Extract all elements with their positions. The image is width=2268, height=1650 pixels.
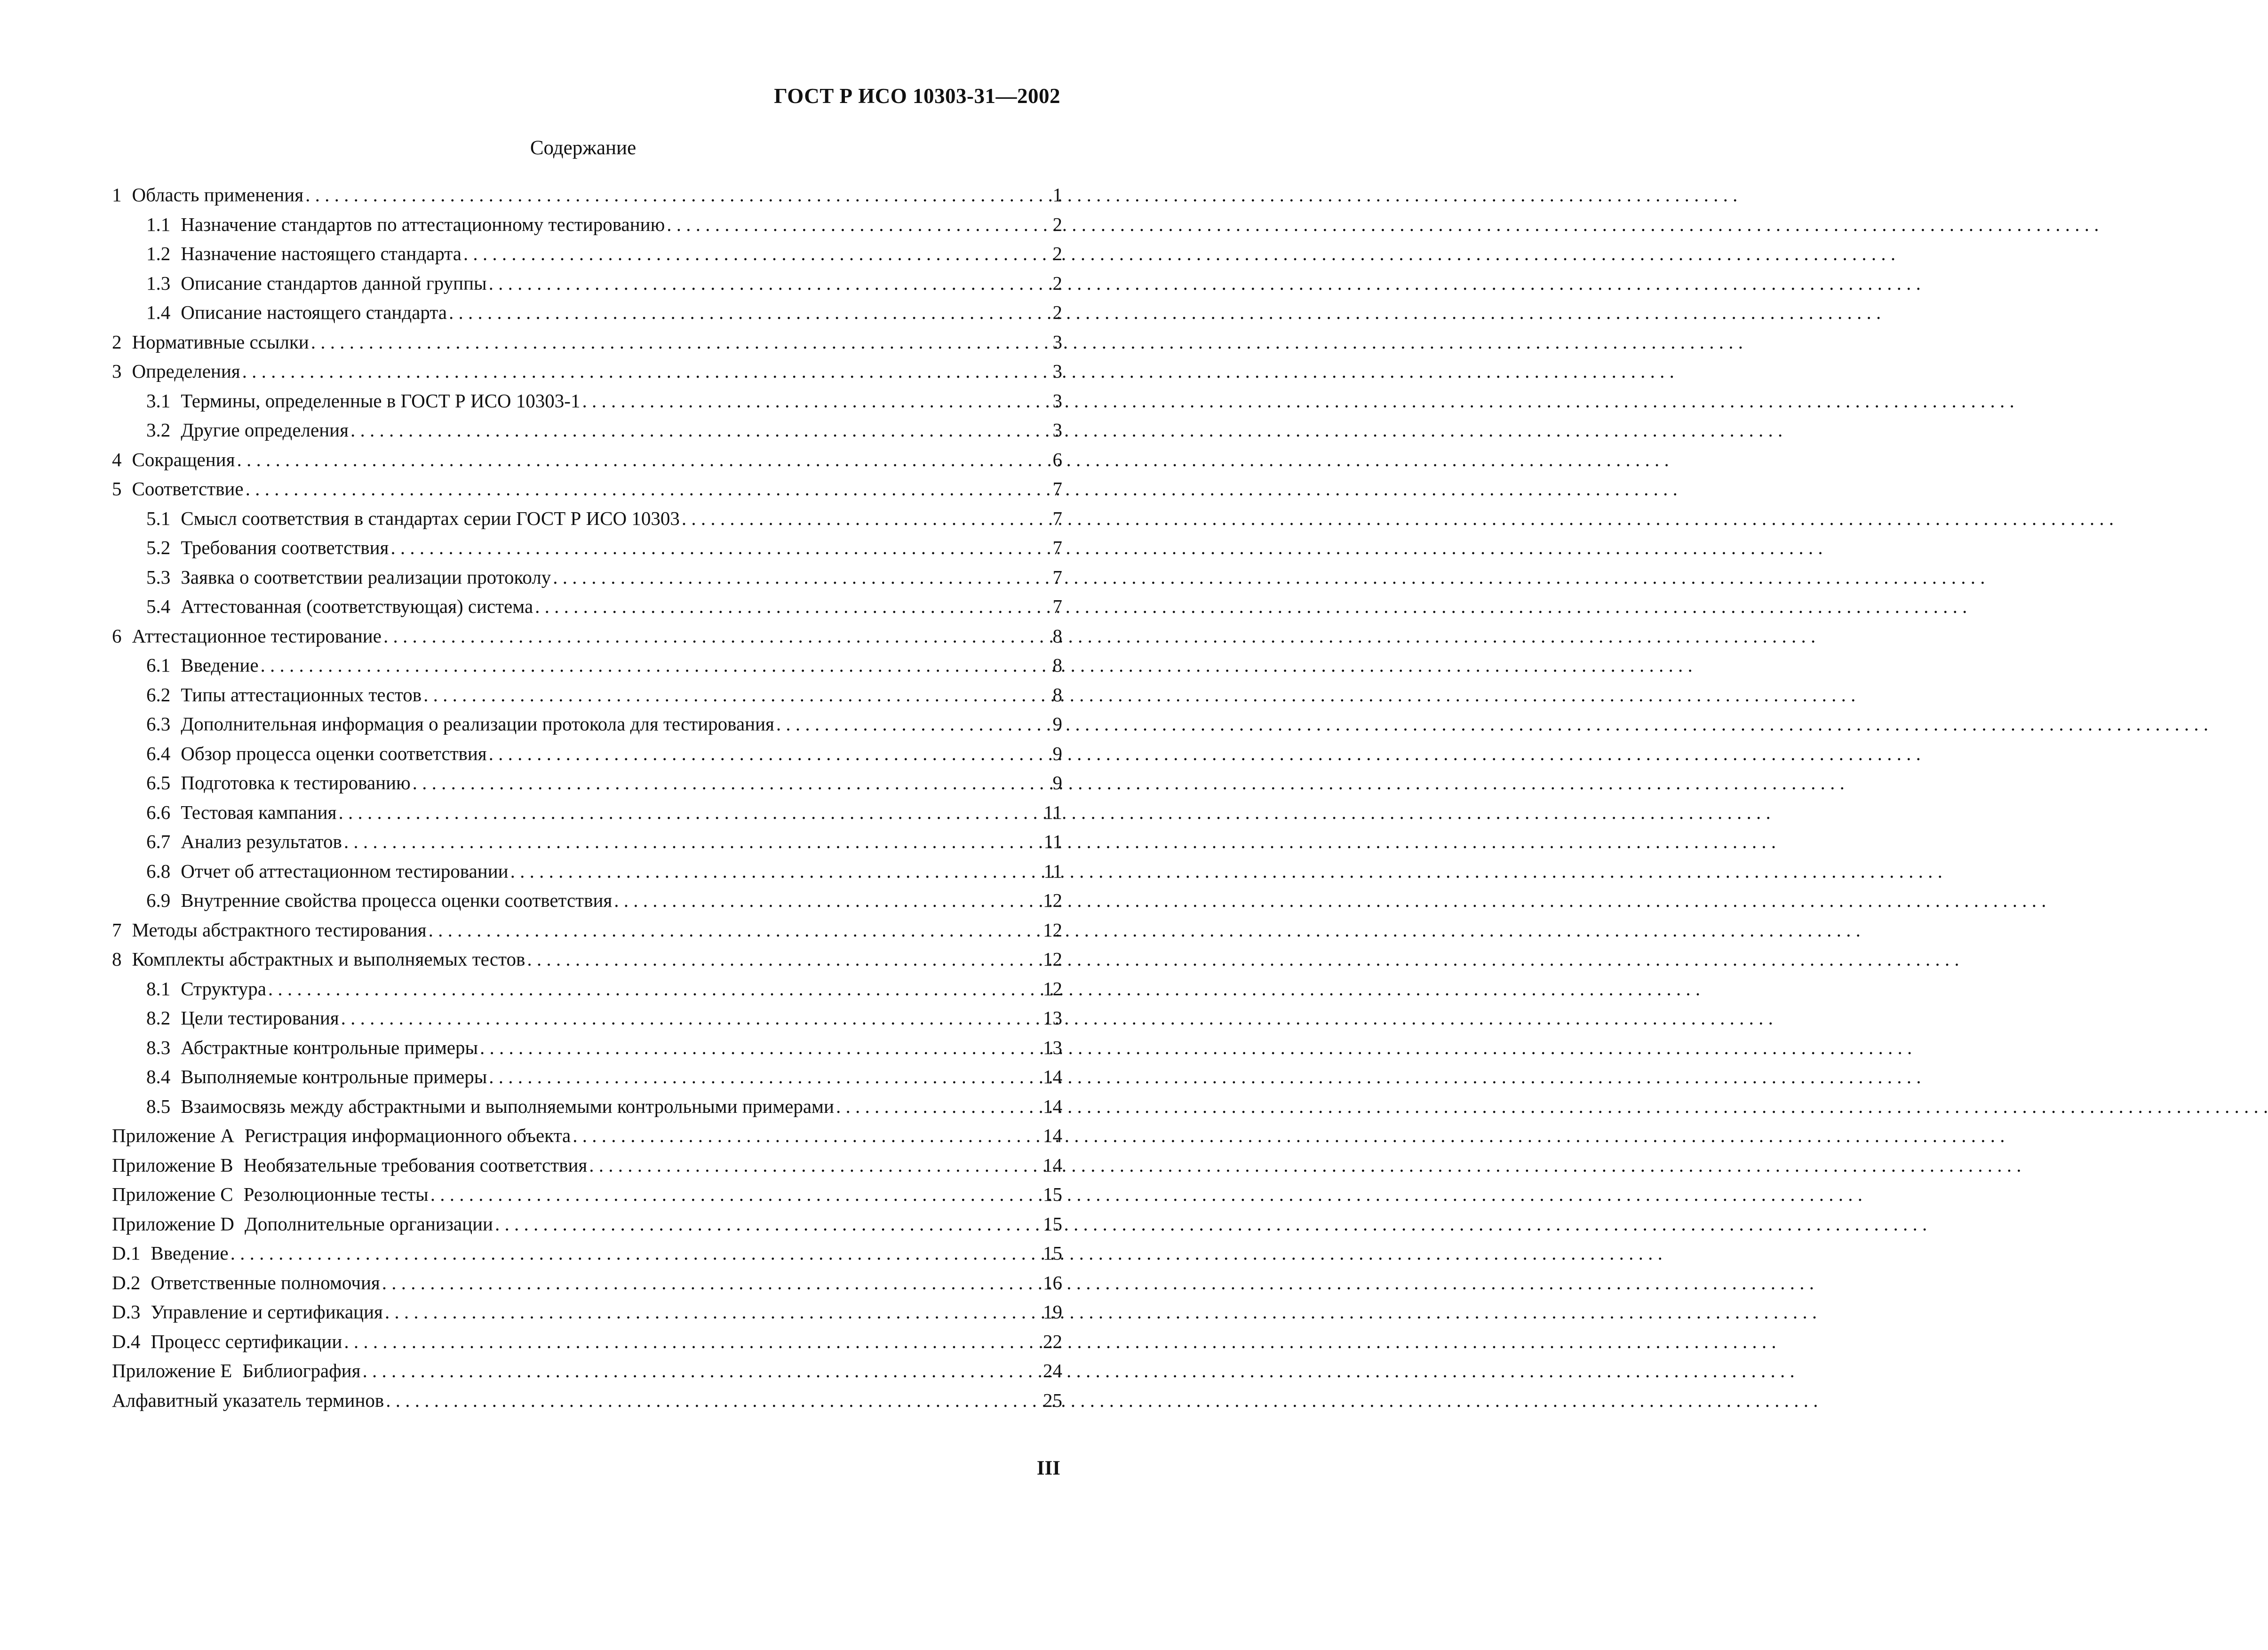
toc-entry-label xyxy=(112,1268,380,1298)
toc-entry-page: 12 xyxy=(1043,977,1062,1000)
dot-leader xyxy=(430,1180,1035,1209)
toc-entry-page: 7 xyxy=(1052,537,1062,558)
toc-entry-number: 6.5 xyxy=(146,772,171,793)
toc-entry-title: Внутренние свойства процесса оценки соответствия xyxy=(181,889,613,911)
toc-entry[interactable] xyxy=(112,1238,1062,1268)
toc-entry-title: Заявка о соответствии реализации протоколу xyxy=(181,566,551,588)
toc-entry[interactable] xyxy=(112,386,1062,416)
toc-entry[interactable] xyxy=(112,621,1062,651)
toc-entry-label xyxy=(112,944,525,974)
dot-leader xyxy=(667,210,1035,239)
toc-entry-number: 1.1 xyxy=(146,213,171,235)
toc-entry-title: Сокращения xyxy=(132,448,235,470)
toc-entry[interactable] xyxy=(112,974,1062,1004)
toc-entry-title: Подготовка к тестированию xyxy=(181,772,411,793)
toc-entry-number: 6.7 xyxy=(146,831,171,852)
toc-entry-number: 8.5 xyxy=(146,1095,171,1117)
toc-entry-title: Управление и сертификация xyxy=(151,1301,383,1323)
toc-entry-number: Приложение А xyxy=(112,1125,234,1146)
toc-entry-page: 14 xyxy=(1043,1154,1062,1176)
toc-entry-label xyxy=(146,1003,339,1033)
toc-entry-page: 3 xyxy=(1052,331,1062,353)
toc-entry-page: 15 xyxy=(1043,1242,1062,1264)
toc-entry-page: 13 xyxy=(1043,1036,1062,1058)
dot-leader xyxy=(463,239,1035,269)
toc-entry[interactable] xyxy=(112,415,1062,445)
dot-leader xyxy=(390,533,1035,563)
dot-leader xyxy=(682,504,1035,533)
dot-leader xyxy=(386,1386,1035,1415)
toc-entry-page: 14 xyxy=(1043,1125,1062,1146)
toc-entry-label xyxy=(146,1062,487,1092)
toc-entry-title: Взаимосвязь между абстрактными и выполняемыми контрольными примерами xyxy=(181,1095,834,1117)
toc-entry-page: 25 xyxy=(1043,1389,1062,1411)
toc-entry-title: Ответственные полномочия xyxy=(151,1271,380,1293)
toc-entry-page: 8 xyxy=(1052,654,1062,676)
toc-entry-number: 4 xyxy=(112,448,122,470)
toc-entry-number: D.4 xyxy=(112,1330,141,1352)
toc-entry-label xyxy=(146,680,422,710)
toc-entry-title: Аттестационное тестирование xyxy=(132,625,382,647)
toc-entry-label xyxy=(146,739,487,769)
toc-entry-label xyxy=(146,827,342,857)
toc-entry-title: Структура xyxy=(181,977,266,1000)
toc-entry-label xyxy=(146,210,665,239)
toc-entry-label xyxy=(146,504,680,533)
toc-entry-title: Анализ результатов xyxy=(181,831,342,852)
toc-entry[interactable] xyxy=(112,1180,1062,1209)
dot-leader xyxy=(510,857,1035,886)
dot-leader xyxy=(776,709,1035,739)
toc-entry-number: 5.2 xyxy=(146,537,171,558)
toc-entry-page: 2 xyxy=(1052,243,1062,264)
toc-entry-number: 3.1 xyxy=(146,389,171,412)
toc-entry[interactable] xyxy=(112,1297,1062,1327)
toc-entry-page: 24 xyxy=(1043,1360,1062,1381)
toc-entry-number: 8.3 xyxy=(146,1036,171,1058)
toc-entry-label xyxy=(112,1356,360,1386)
toc-entry[interactable] xyxy=(112,915,1062,945)
toc-entry-page: 1 xyxy=(1052,184,1062,206)
dot-leader xyxy=(489,739,1035,769)
toc-entry-number: 7 xyxy=(112,919,122,941)
toc-entry[interactable] xyxy=(112,1327,1062,1356)
toc-entry-title: Методы абстрактного тестирования xyxy=(132,919,427,941)
toc-entry-page: 8 xyxy=(1052,625,1062,647)
toc-entry-label xyxy=(146,798,336,827)
toc-entry-label xyxy=(146,974,266,1004)
toc-entry-title: Термины, определенные в ГОСТ Р ИСО 10303-1 xyxy=(181,389,581,412)
toc-entry-page: 11 xyxy=(1043,831,1062,852)
toc-entry-page: 19 xyxy=(1043,1301,1062,1323)
toc-entry-number: 6 xyxy=(112,625,122,647)
toc-entry-number: 6.9 xyxy=(146,889,171,911)
toc-entry-number: 1.4 xyxy=(146,301,171,323)
toc-entry-title: Назначение настоящего стандарта xyxy=(181,243,462,264)
page-number: III xyxy=(1036,1457,1060,1479)
toc-entry[interactable] xyxy=(112,1033,1062,1063)
toc-entry-number: 6.4 xyxy=(146,742,171,764)
toc-entry-label xyxy=(146,886,612,915)
toc-entry-page: 2 xyxy=(1052,272,1062,294)
dot-leader xyxy=(527,944,1035,974)
toc-entry[interactable] xyxy=(112,298,1062,327)
toc-entry-title: Отчет об аттестационном тестировании xyxy=(181,860,509,882)
toc-entry-title: Алфавитный указатель терминов xyxy=(112,1389,384,1411)
toc-entry-page: 11 xyxy=(1043,860,1062,882)
toc-entry-title: Цели тестирования xyxy=(181,1007,339,1029)
toc-entry-page: 12 xyxy=(1043,948,1062,970)
toc-entry-number: 5.3 xyxy=(146,566,171,588)
toc-entry-title: Требования соответствия xyxy=(181,537,389,558)
toc-entry-page: 14 xyxy=(1043,1095,1062,1117)
toc-entry[interactable] xyxy=(112,1386,1062,1415)
toc-entry-number: 5 xyxy=(112,478,122,500)
toc-entry-page: 3 xyxy=(1052,419,1062,441)
toc-entry-page: 7 xyxy=(1052,507,1062,529)
dot-leader xyxy=(344,1327,1035,1356)
toc-entry-label xyxy=(146,415,349,445)
toc-entry-title: Нормативные ссылки xyxy=(132,331,309,353)
toc-entry-title: Аттестованная (соответствующая) система xyxy=(181,595,533,617)
toc-entry-label xyxy=(146,650,259,680)
toc-entry[interactable] xyxy=(112,1268,1062,1298)
toc-entry-number: D.3 xyxy=(112,1301,141,1323)
toc-entry-title: Введение xyxy=(151,1242,229,1264)
toc-entry[interactable] xyxy=(112,798,1062,827)
toc-entry-number: D.1 xyxy=(112,1242,141,1264)
toc-entry[interactable] xyxy=(112,1356,1062,1386)
dot-leader xyxy=(305,180,1035,210)
toc-entry-title: Назначение стандартов по аттестационному тестированию xyxy=(181,213,665,235)
toc-entry[interactable] xyxy=(112,239,1062,269)
toc-entry-title: Библиография xyxy=(242,1360,361,1381)
toc-entry-label xyxy=(112,1150,587,1180)
toc-entry[interactable] xyxy=(112,680,1062,710)
toc-entry[interactable] xyxy=(112,1121,1062,1150)
toc-entry[interactable] xyxy=(112,474,1062,504)
toc-entry-number: 8.1 xyxy=(146,977,171,1000)
toc-entry[interactable] xyxy=(112,827,1062,857)
toc-entry-label xyxy=(146,709,774,739)
toc-entry-label xyxy=(146,592,533,621)
toc-entry-page: 9 xyxy=(1052,742,1062,764)
toc-entry-label xyxy=(112,1297,383,1327)
toc-entry-title: Необязательные требования соответствия xyxy=(243,1154,588,1176)
toc-entry-page: 7 xyxy=(1052,566,1062,588)
toc-entry-label xyxy=(112,327,309,357)
toc-entry[interactable] xyxy=(112,445,1062,475)
toc-entry-label xyxy=(146,386,580,416)
dot-leader xyxy=(836,1092,1035,1121)
toc-entry[interactable] xyxy=(112,504,1062,533)
toc-entry-label xyxy=(146,298,447,327)
dot-leader xyxy=(449,298,1035,327)
toc-entry-title: Дополнительная информация о реализации протокола для тестирования xyxy=(181,713,774,735)
toc-entry-page: 13 xyxy=(1043,1007,1062,1029)
toc-entry-number: 3 xyxy=(112,360,122,382)
toc-entry-number: Приложение С xyxy=(112,1183,233,1205)
toc-entry-label xyxy=(112,1386,384,1415)
toc-entry-number: 5.1 xyxy=(146,507,171,529)
dot-leader xyxy=(614,886,1035,915)
toc-entry-number: 6.2 xyxy=(146,683,171,706)
dot-leader xyxy=(382,1268,1035,1298)
toc-entry-page: 15 xyxy=(1043,1183,1062,1205)
toc-entry-number: Приложение В xyxy=(112,1154,233,1176)
toc-entry-title: Определения xyxy=(132,360,240,382)
toc-entry-title: Смысл соответствия в стандартах серии ГОСТ Р ИСО 10303 xyxy=(181,507,680,529)
toc-entry-number: 6.3 xyxy=(146,713,171,735)
dot-leader xyxy=(495,1209,1035,1239)
toc-entry[interactable] xyxy=(112,886,1062,915)
toc-entry-number: 1.3 xyxy=(146,272,171,294)
toc-entry-title: Резолюционные тесты xyxy=(243,1183,429,1205)
toc-entry-number: 1 xyxy=(112,184,122,206)
toc-entry-title: Соответствие xyxy=(132,478,244,500)
toc-entry-page: 12 xyxy=(1043,919,1062,941)
toc-entry-number: 6.8 xyxy=(146,860,171,882)
toc-entry[interactable] xyxy=(112,1092,1062,1121)
toc-entry-page: 15 xyxy=(1043,1213,1062,1235)
toc-entry-page: 8 xyxy=(1052,683,1062,706)
toc-entry-page: 16 xyxy=(1043,1271,1062,1293)
toc-entry-title: Процесс сертификации xyxy=(151,1330,342,1352)
dot-leader xyxy=(350,415,1035,445)
toc-entry-label xyxy=(112,1327,342,1356)
dot-leader xyxy=(589,1150,1035,1180)
toc-entry-label xyxy=(112,915,427,945)
toc-entry-label xyxy=(112,1121,571,1150)
toc-entry[interactable] xyxy=(112,1209,1062,1239)
toc-entry[interactable] xyxy=(112,327,1062,357)
dot-leader xyxy=(423,680,1035,710)
toc-entry-page: 3 xyxy=(1052,389,1062,412)
toc-entry[interactable] xyxy=(112,944,1062,974)
toc-entry-page: 6 xyxy=(1052,448,1062,470)
toc-entry-page: 2 xyxy=(1052,301,1062,323)
toc-entry-title: Абстрактные контрольные примеры xyxy=(181,1036,478,1058)
toc-entry-label xyxy=(146,563,551,592)
toc-entry-page: 22 xyxy=(1043,1330,1062,1352)
toc-entry-page: 2 xyxy=(1052,213,1062,235)
toc-entry-title: Другие определения xyxy=(181,419,349,441)
toc-entry-title: Регистрация информационного объекта xyxy=(244,1125,571,1146)
toc-entry-label xyxy=(146,533,389,563)
toc-entry-number: 5.4 xyxy=(146,595,171,617)
toc-entry[interactable] xyxy=(112,563,1062,592)
toc-entry[interactable] xyxy=(112,1062,1062,1092)
dot-leader xyxy=(268,974,1035,1004)
toc-entry[interactable] xyxy=(112,269,1062,298)
toc-entry-label xyxy=(146,1092,834,1121)
toc-entry-page: 9 xyxy=(1052,713,1062,735)
dot-leader xyxy=(344,827,1035,857)
dot-leader xyxy=(489,269,1035,298)
toc-entry[interactable] xyxy=(112,857,1062,886)
toc-entry-label xyxy=(146,768,411,798)
toc-entry-number: 8.2 xyxy=(146,1007,171,1029)
toc-entry-page: 12 xyxy=(1043,889,1062,911)
toc-entry-title: Описание стандартов данной группы xyxy=(181,272,487,294)
toc-entry[interactable] xyxy=(112,533,1062,563)
toc-entry-page: 9 xyxy=(1052,772,1062,793)
dot-leader xyxy=(489,1062,1035,1092)
toc-entry-label xyxy=(112,445,235,475)
toc-entry-title: Обзор процесса оценки соответствия xyxy=(181,742,487,764)
dot-leader xyxy=(385,1297,1035,1327)
toc-entry[interactable] xyxy=(112,180,1062,210)
toc-entry-title: Типы аттестационных тестов xyxy=(181,683,422,706)
table-of-contents xyxy=(112,180,1062,1415)
toc-entry-number: 2 xyxy=(112,331,122,353)
dot-leader xyxy=(429,915,1035,945)
toc-entry-page: 14 xyxy=(1043,1066,1062,1087)
toc-entry-number: D.2 xyxy=(112,1271,141,1293)
toc-entry-page: 7 xyxy=(1052,595,1062,617)
toc-entry[interactable] xyxy=(112,768,1062,798)
dot-leader xyxy=(246,474,1035,504)
toc-entry-number: 6.6 xyxy=(146,801,171,823)
toc-entry[interactable] xyxy=(112,1150,1062,1180)
toc-entry-label xyxy=(112,1238,229,1268)
toc-entry-title: Выполняемые контрольные примеры xyxy=(181,1066,487,1087)
toc-entry-number: 8.4 xyxy=(146,1066,171,1087)
dot-leader xyxy=(311,327,1035,357)
toc-entry-title: Комплекты абстрактных и выполняемых тестов xyxy=(132,948,525,970)
toc-entry[interactable] xyxy=(112,357,1062,386)
dot-leader xyxy=(480,1033,1035,1063)
toc-entry-title: Введение xyxy=(181,654,259,676)
toc-entry-label xyxy=(146,239,462,269)
toc-entry-page: 7 xyxy=(1052,478,1062,500)
toc-entry[interactable] xyxy=(112,709,1062,739)
toc-entry-label xyxy=(146,269,487,298)
dot-leader xyxy=(237,445,1035,475)
toc-entry-title: Тестовая кампания xyxy=(181,801,337,823)
toc-entry-label xyxy=(112,621,382,651)
toc-entry-label xyxy=(112,357,240,386)
dot-leader xyxy=(231,1238,1035,1268)
toc-entry[interactable] xyxy=(112,592,1062,621)
toc-entry-title: Дополнительные организации xyxy=(244,1213,493,1235)
toc-entry-number: 1.2 xyxy=(146,243,171,264)
toc-entry-number: 8 xyxy=(112,948,122,970)
dot-leader xyxy=(338,798,1035,827)
dot-leader xyxy=(413,768,1035,798)
toc-entry[interactable] xyxy=(112,650,1062,680)
dot-leader xyxy=(261,650,1035,680)
dot-leader xyxy=(362,1356,1035,1386)
toc-entry-title: Описание настоящего стандарта xyxy=(181,301,447,323)
toc-entry-label xyxy=(112,180,303,210)
toc-entry[interactable] xyxy=(112,1003,1062,1033)
toc-title: Содержание xyxy=(530,137,637,159)
dot-leader xyxy=(553,563,1035,592)
document-code: ГОСТ Р ИСО 10303-31—2002 xyxy=(774,84,1060,108)
toc-entry-number: 6.1 xyxy=(146,654,171,676)
toc-entry-label xyxy=(112,1180,429,1209)
dot-leader xyxy=(242,357,1035,386)
toc-entry[interactable] xyxy=(112,210,1062,239)
toc-entry-number: 3.2 xyxy=(146,419,171,441)
dot-leader xyxy=(573,1121,1035,1150)
toc-entry-label xyxy=(112,1209,493,1239)
toc-entry-page: 3 xyxy=(1052,360,1062,382)
toc-entry-label xyxy=(112,474,244,504)
toc-entry-page: 11 xyxy=(1043,801,1062,823)
toc-entry-title: Область применения xyxy=(132,184,304,206)
dot-leader xyxy=(341,1003,1035,1033)
toc-entry-label xyxy=(146,1033,478,1063)
toc-entry-label xyxy=(146,857,509,886)
toc-entry[interactable] xyxy=(112,739,1062,769)
toc-entry-number: Приложение D xyxy=(112,1213,234,1235)
toc-entry-number: Приложение Е xyxy=(112,1360,232,1381)
dot-leader xyxy=(582,386,1035,416)
dot-leader xyxy=(535,592,1035,621)
dot-leader xyxy=(383,621,1035,651)
